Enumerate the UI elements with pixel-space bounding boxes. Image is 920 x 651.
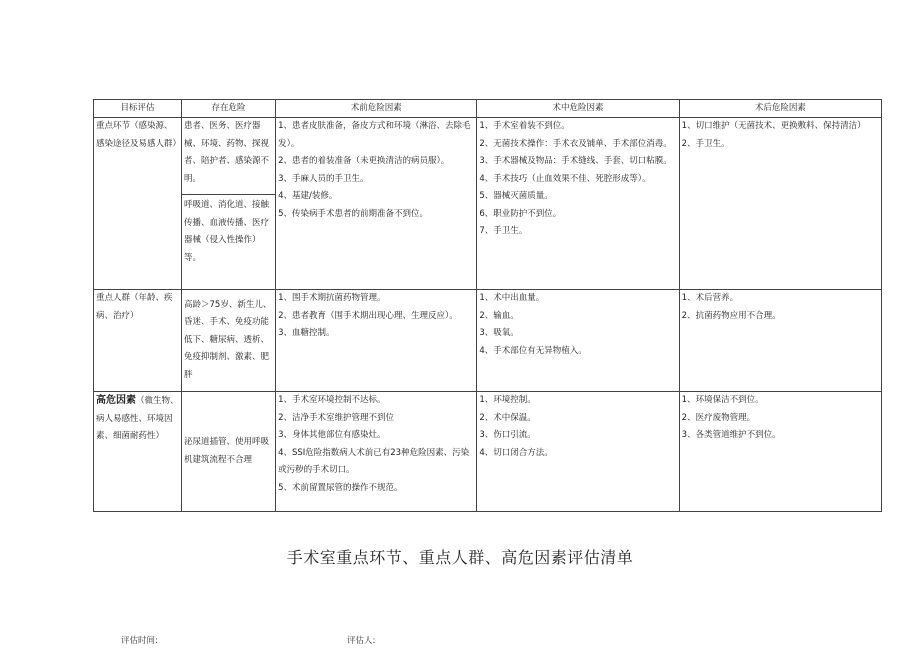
list-item: 2、抗菌药物应用不合理。 [681,310,781,321]
list-item: 1、环境保洁不到位。 [681,395,764,405]
list-item: 2、无菌技术操作：手术衣及铺单、手术部位消毒。 [479,138,672,149]
list-item: 2、患者的着装准备（未更换清洁的病员服）。 [278,156,450,166]
list-item: 3、血糖控制。 [278,328,335,338]
list-item: 4、手术技巧（止血效果不佳、死腔形成等）。 [479,173,651,184]
assessment-table [93,99,882,512]
header-risk: 存在危险 [182,100,276,118]
post-cell [679,290,881,392]
list-item: 2、医疗废物管理。 [681,412,756,423]
header-target: 目标评估 [94,100,182,118]
list-item: 5、术前留置尿管的操作不规范。 [278,482,403,493]
table-row [94,290,882,392]
list-item: 7、手卫生。 [479,226,528,236]
list-item: 1、环境控制。 [479,395,536,405]
table-row [94,392,882,512]
list-item: 3、手术器械及物品：手术缝线、手套、切口粘膜。 [479,156,672,166]
post-cell [679,392,881,512]
list-item: 2、输血。 [479,310,519,321]
target-cell: 重点人群（年龄、疾病、治疗） [94,290,182,392]
document-title: 手术室重点环节、重点人群、高危因素评估清单 [286,548,634,567]
intra-cell [477,392,679,512]
list-item: 2、术中保温。 [479,412,536,423]
list-item: 1、手术室环境控制不达标。 [278,395,386,405]
list-item: 2、患者教育（围手术期出现心理、生理反应）。 [278,310,458,321]
list-item: 1、术后营养。 [681,293,739,303]
target-cell: 高危因素（微生物、病人易感性、环境因素、细菌耐药性） [94,392,182,512]
list-item: 2、洁净手术室维护管理不到位 [278,412,394,423]
list-item: 3、各类管道维护不到位。 [681,430,781,440]
pre-cell [276,290,477,392]
list-item: 4、切口闭合方法。 [479,447,553,458]
list-item: 5、传染病手术患者的前期准备不到位。 [278,208,428,219]
list-item: 2、手卫生。 [681,138,730,149]
risk-text: 患者、医务、医疗器械、环境、药物、探视者、陪护者、感染源不明。 [182,118,275,195]
list-item: 3、手麻人员的手卫生。 [278,173,369,184]
header-post: 术后危险因素 [679,100,881,118]
header-row [94,100,882,118]
list-item: 3、伤口引流。 [479,430,536,440]
table-row [94,118,882,290]
risk-text: 呼吸道、消化道、接触传播、血液传播、医疗器械（侵入性操作）等。 [184,200,270,263]
target-heading: 高危因素 [96,395,136,406]
risk-cell [182,290,276,392]
post-cell [679,118,881,290]
list-item: 3、身体其他部位有感染灶。 [278,430,386,440]
intra-cell [477,290,679,392]
list-item: 6、职业防护不到位。 [479,208,562,219]
list-item: 1、患者皮肤准备，备皮方式和环境（淋浴、去除毛发）。 [278,121,471,149]
header-intra: 术中危险因素 [477,100,679,118]
intra-cell [477,118,679,290]
target-cell: 重点环节（感染源、感染途径及易感人群） [94,118,182,290]
list-item: 3、吸氧。 [479,328,519,338]
pre-cell [276,118,477,290]
list-item: 1、术中出血量。 [479,293,545,303]
risk-cell [182,392,276,512]
list-item: 4、SSI危险指数病人术前已有23种危险因素、污染或污秽的手术切口。 [278,447,470,475]
risk-text: 泌尿道插管、使用呼吸机建筑流程不合理 [184,437,270,465]
risk-cell [182,118,276,290]
risk-text: 高龄＞75岁、新生儿、昏迷、手术、免疫功能低下、糖尿病、透析、免疫抑制剂、激素、肥胖 [184,299,272,380]
list-item: 1、手术室着装不到位。 [479,121,570,131]
list-item: 1、围手术期抗菌药物管理。 [278,293,386,303]
list-item: 1、切口维护（无菌技术、更换敷料、保持清洁） [681,121,866,131]
list-item: 4、基建/装修。 [278,191,338,201]
list-item: 5、器械灭菌质量。 [479,191,553,201]
header-pre: 术前危险因素 [276,100,477,118]
list-item: 4、手术部位有无异物植入。 [479,345,587,356]
pre-cell [276,392,477,512]
assessor-label: 评估人: [347,636,376,646]
assessment-time-label: 评估时间: [121,636,158,646]
